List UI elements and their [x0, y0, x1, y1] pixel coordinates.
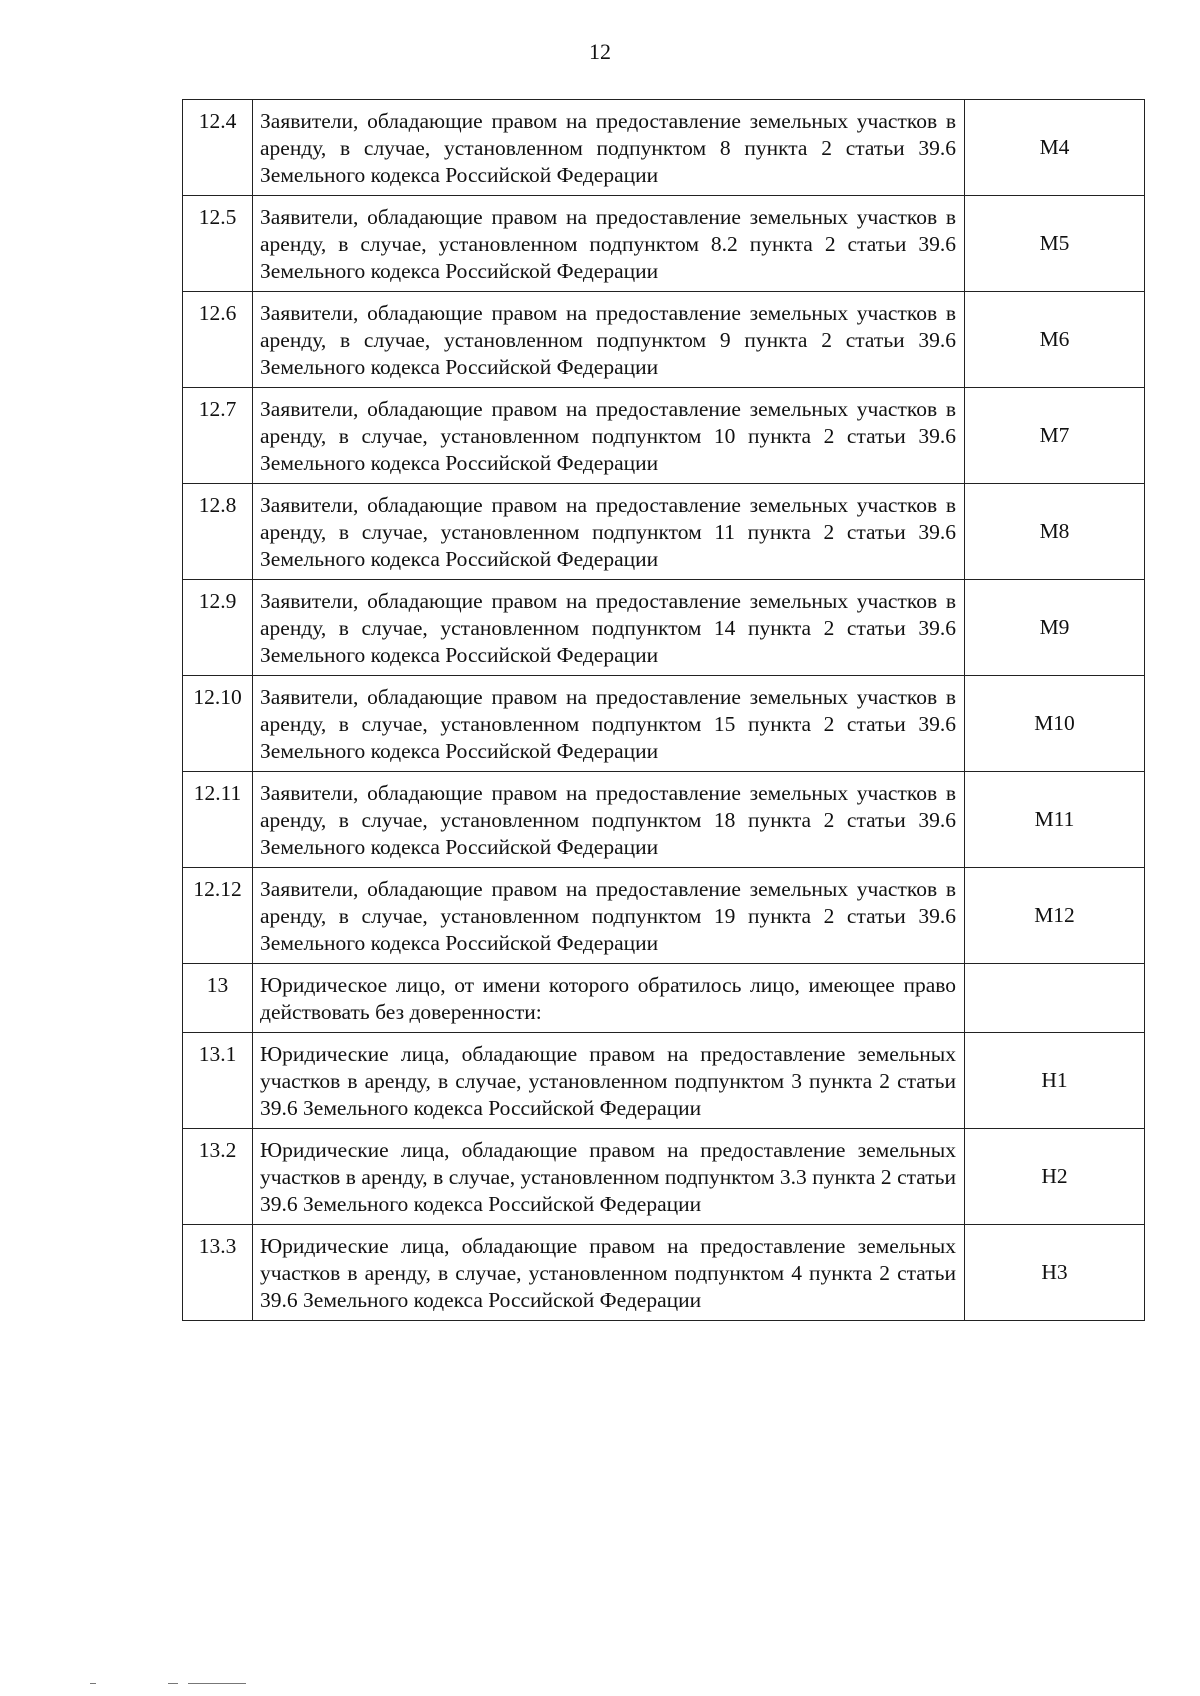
row-number: 13.2 [183, 1129, 253, 1225]
row-description: Юридические лица, обладающие правом на предоставление земельных участков в аренду, в случае, установленном подпунктом 3.3 пункта 2 статьи 39.6 Земельного кодекса Российской Федерации [253, 1129, 965, 1225]
row-number: 12.8 [183, 484, 253, 580]
row-description: Заявители, обладающие правом на предоставление земельных участков в аренду, в случае, установленном подпунктом 8 пункта 2 статьи 39.6 Земельного кодекса Российской Федерации [253, 100, 965, 196]
table-row [183, 1033, 1145, 1129]
row-code: М9 [965, 580, 1145, 676]
row-description: Заявители, обладающие правом на предоставление земельных участков в аренду, в случае, установленном подпунктом 15 пункта 2 статьи 39.6 Земельного кодекса Российской Федерации [253, 676, 965, 772]
row-number: 12.12 [183, 868, 253, 964]
row-description: Заявители, обладающие правом на предоставление земельных участков в аренду, в случае, установленном подпунктом 8.2 пункта 2 статьи 39.6 Земельного кодекса Российской Федерации [253, 196, 965, 292]
row-number: 12.7 [183, 388, 253, 484]
row-description: Юридические лица, обладающие правом на предоставление земельных участков в аренду, в случае, установленном подпунктом 3 пункта 2 статьи 39.6 Земельного кодекса Российской Федерации [253, 1033, 965, 1129]
row-code: Н3 [965, 1225, 1145, 1321]
row-description: Заявители, обладающие правом на предоставление земельных участков в аренду, в случае, установленном подпунктом 19 пункта 2 статьи 39.6 Земельного кодекса Российской Федерации [253, 868, 965, 964]
row-code: М12 [965, 868, 1145, 964]
row-number: 12.11 [183, 772, 253, 868]
row-code: М11 [965, 772, 1145, 868]
row-code: Н2 [965, 1129, 1145, 1225]
scan-artifact-marks [90, 1683, 290, 1689]
table-row [183, 484, 1145, 580]
table-row [183, 1225, 1145, 1321]
row-number: 12.9 [183, 580, 253, 676]
row-description: Юридическое лицо, от имени которого обратилось лицо, имеющее право действовать без доверенности: [253, 964, 965, 1033]
table-row [183, 196, 1145, 292]
row-number: 12.5 [183, 196, 253, 292]
table-row [183, 772, 1145, 868]
table-row [183, 868, 1145, 964]
row-description: Заявители, обладающие правом на предоставление земельных участков в аренду, в случае, установленном подпунктом 9 пункта 2 статьи 39.6 Земельного кодекса Российской Федерации [253, 292, 965, 388]
row-code: М5 [965, 196, 1145, 292]
row-description: Юридические лица, обладающие правом на предоставление земельных участков в аренду, в случае, установленном подпунктом 4 пункта 2 статьи 39.6 Земельного кодекса Российской Федерации [253, 1225, 965, 1321]
table-row [183, 292, 1145, 388]
row-code: М4 [965, 100, 1145, 196]
row-number: 12.4 [183, 100, 253, 196]
row-code: Н1 [965, 1033, 1145, 1129]
row-code: М7 [965, 388, 1145, 484]
row-number: 13.1 [183, 1033, 253, 1129]
row-description: Заявители, обладающие правом на предоставление земельных участков в аренду, в случае, установленном подпунктом 11 пункта 2 статьи 39.6 Земельного кодекса Российской Федерации [253, 484, 965, 580]
table-row [183, 1129, 1145, 1225]
page-number: 12 [589, 39, 611, 64]
row-number: 12.10 [183, 676, 253, 772]
row-number: 13.3 [183, 1225, 253, 1321]
table-row [183, 964, 1145, 1033]
row-description: Заявители, обладающие правом на предоставление земельных участков в аренду, в случае, установленном подпунктом 10 пункта 2 статьи 39.6 Земельного кодекса Российской Федерации [253, 388, 965, 484]
row-number: 12.6 [183, 292, 253, 388]
row-number: 13 [183, 964, 253, 1033]
row-code: М8 [965, 484, 1145, 580]
table-row [183, 100, 1145, 196]
row-code [965, 964, 1145, 1033]
classification-table [182, 99, 1145, 1321]
row-code: М10 [965, 676, 1145, 772]
row-code: М6 [965, 292, 1145, 388]
row-description: Заявители, обладающие правом на предоставление земельных участков в аренду, в случае, установленном подпунктом 18 пункта 2 статьи 39.6 Земельного кодекса Российской Федерации [253, 772, 965, 868]
table-row [183, 580, 1145, 676]
table-row [183, 388, 1145, 484]
row-description: Заявители, обладающие правом на предоставление земельных участков в аренду, в случае, установленном подпунктом 14 пункта 2 статьи 39.6 Земельного кодекса Российской Федерации [253, 580, 965, 676]
table-row [183, 676, 1145, 772]
